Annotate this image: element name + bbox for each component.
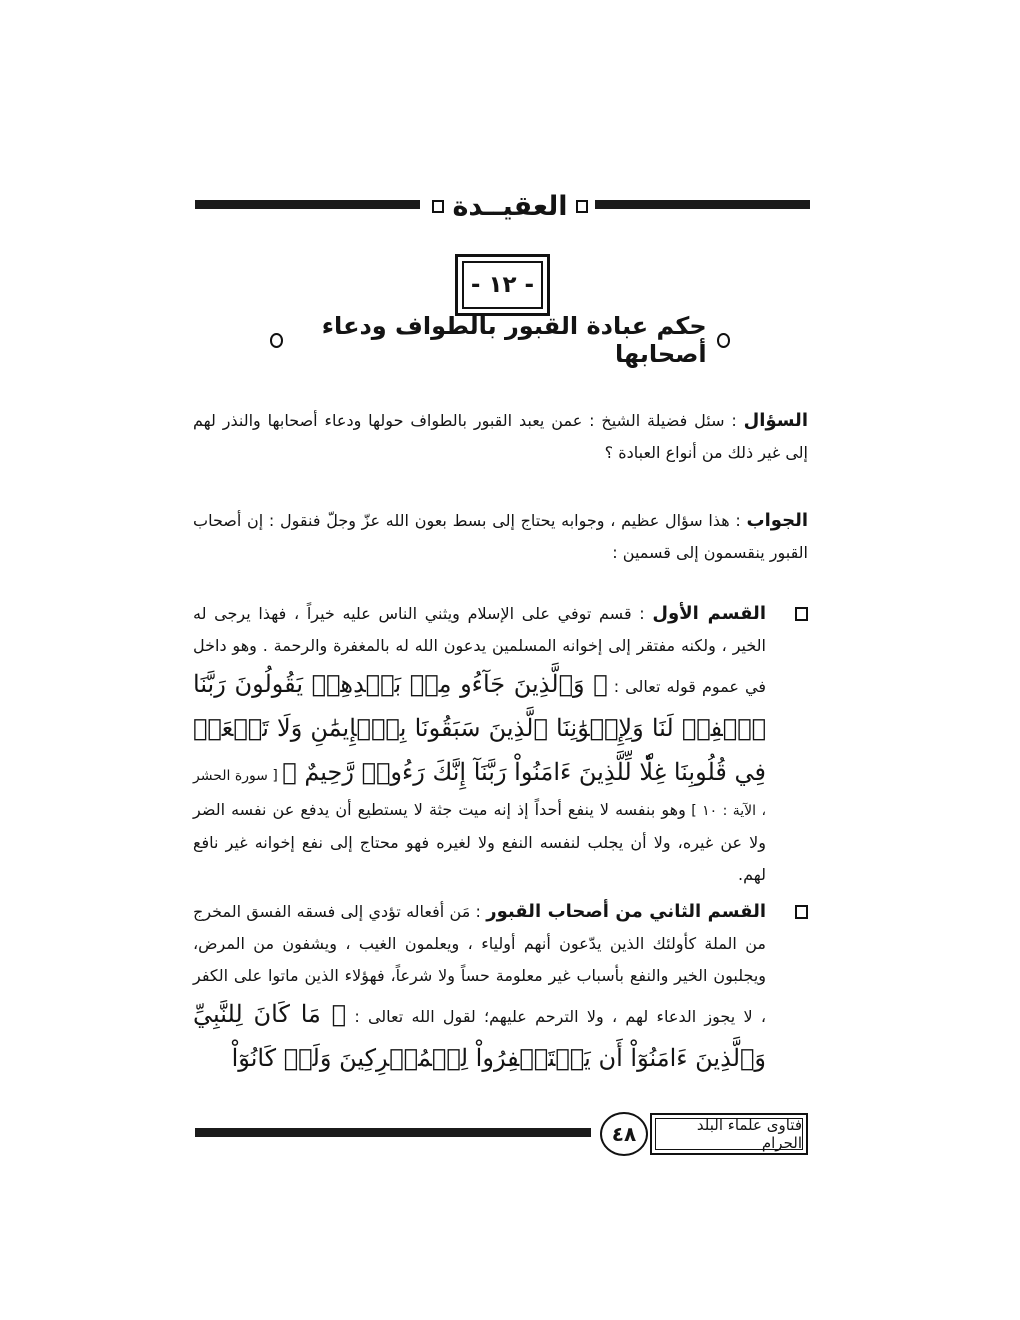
answer-paragraph: [193, 505, 808, 569]
part-one-label: القسم الأول: [652, 603, 766, 624]
question-text: : سئل فضيلة الشيخ : عمن يعبد القبور بالطواف حولها ودعاء أصحابها والنذر لهم إلى غير ذلك من أنواع العبادة ؟: [193, 411, 808, 462]
header-rule-right: [595, 200, 810, 209]
part-one-conclusion: وهو بنفسه لا ينفع أحداً إذ إنه ميت جثة لا يستطيع أن يدفع عن نفسه الضر ولا عن غيره، ولا أن يجلب لنفسه النفع ولا لغيره فهو محتاج إلى نفع إخوانه غير نافع لهم.: [193, 800, 766, 884]
square-bullet-icon: [576, 200, 588, 213]
part-two-text: [193, 896, 766, 1080]
part-two-item: [193, 896, 808, 1080]
circle-bullet-icon: [717, 333, 730, 348]
square-bullet-icon: [795, 607, 808, 621]
question-label: السؤال: [743, 410, 808, 431]
section-title: حكم عبادة القبور بالطواف ودعاء أصحابها: [321, 312, 707, 368]
part-one-verse: ﴿ وَٱلَّذِينَ جَآءُو مِنۢ بَعۡدِهِمۡ يَقُولُونَ رَبَّنَا ٱغۡفِرۡ لَنَا وَلِإِخۡوَٰنِنَا ٱلَّذِينَ سَبَقُونَا بِٱلۡإِيمَٰنِ وَلَا تَجۡعَلۡ فِي قُلُوبِنَا غِلّٗا لِّلَّذِينَ ءَامَنُواْ رَبَّنَآ إِنَّكَ رَءُوفٞ رَّحِيمٌ ﴾: [193, 670, 766, 786]
circle-bullet-icon: [270, 333, 283, 348]
part-one-text: [193, 598, 766, 891]
answer-text: : هذا سؤال عظيم ، وجوابه يحتاج إلى بسط بعون الله عزّ وجلّ فنقول : إن أصحاب القبور ينقسمون إلى قسمين :: [193, 511, 808, 562]
page-footer: [195, 1112, 810, 1162]
section-title-row: [270, 312, 730, 368]
book-title-box: [650, 1113, 808, 1155]
header-title: العقيــدة: [452, 190, 568, 222]
part-two-label: القسم الثاني من أصحاب القبور: [486, 901, 767, 922]
fatwa-number: - ١٢ -: [462, 261, 543, 309]
part-one-item: [193, 598, 808, 891]
header-rule-left: [195, 200, 420, 209]
page-header: [195, 190, 810, 220]
part-one-intro: : قسم توفي على الإسلام ويثني الناس عليه خيراً ، فهذا يرجى له الخير ، ولكنه مفتقر إلى إخوانه المسلمين يدعون الله له بالمغفرة والرحمة . وهو داخل في عموم قوله تعالى :: [193, 604, 766, 696]
header-title-group: [430, 186, 590, 226]
square-bullet-icon: [795, 905, 808, 919]
book-title: فتاوى علماء البلد الحرام: [655, 1118, 803, 1150]
square-bullet-icon: [432, 200, 444, 213]
fatwa-number-box: [455, 254, 550, 316]
answer-label: الجواب: [746, 510, 808, 531]
part-two-verse: ﴿ مَا كَانَ لِلنَّبِيِّ وَٱلَّذِينَ ءَامَنُوٓاْ أَن يَسۡتَغۡفِرُواْ لِلۡمُشۡرِكِينَ وَلَوۡ كَانُوٓاْ: [193, 1000, 766, 1072]
part-one-reference: [ سورة الحشر ، الآية : ١٠ ]: [193, 768, 766, 819]
page-number: ٤٨: [600, 1112, 648, 1156]
part-two-intro: : مَن أفعاله تؤدي إلى فسقه الفسق المخرج من الملة كأولئك الذين يدّعون أنهم أولياء ، ويعلمون الغيب ، ويشفون من المرض، ويجلبون الخير والنفع بأسباب غير معلومة حساً ولا شرعاً، فهؤلاء الذين ماتوا على الكفر ، لا يجوز الدعاء لهم ، ولا الترحم عليهم؛ لقول الله تعالى :: [193, 902, 766, 1026]
footer-rule: [195, 1128, 591, 1137]
question-paragraph: [193, 405, 808, 469]
